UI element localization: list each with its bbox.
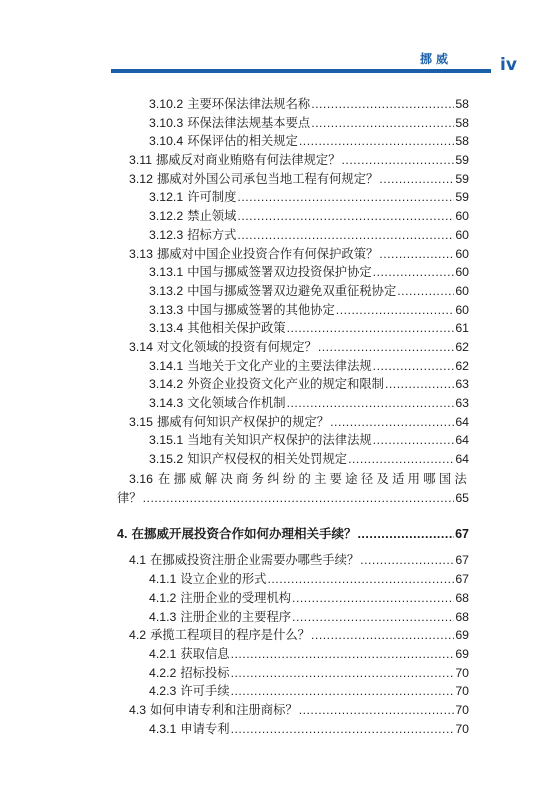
toc-entry[interactable] (117, 114, 469, 133)
toc-chapter-number: 4. (117, 527, 128, 542)
toc-entry-number: 3.16 (129, 471, 153, 486)
toc-entry-number: 3.11 (129, 153, 153, 168)
toc-entry-text: 主要环保法律法规名称 (187, 97, 311, 111)
leader-dots (379, 245, 454, 264)
toc-entry[interactable] (117, 413, 469, 432)
toc-entry[interactable] (117, 551, 469, 570)
toc-entry-page: 59 (455, 190, 469, 205)
leader-dots (330, 413, 454, 432)
toc-entry-text: 在挪威投资注册企业需要办哪些手续？ (150, 553, 360, 568)
toc-entry-number: 3.13.2 (149, 283, 184, 298)
toc-entry-page: 60 (455, 283, 469, 298)
toc-entry-number: 3.13.1 (149, 265, 184, 280)
leader-dots (336, 301, 455, 320)
toc-entry[interactable] (117, 226, 469, 245)
leader-dots (237, 188, 454, 207)
toc-entry-page: 70 (455, 684, 469, 699)
toc-entry[interactable] (117, 450, 469, 469)
toc-entry-number: 4.1.3 (149, 609, 177, 624)
toc-entry-text: 文化领域合作机制 (187, 396, 286, 410)
toc-entry-text: 招标投标 (180, 665, 230, 680)
toc-entry-text-continued: 律？ (117, 490, 142, 505)
leader-dots (379, 170, 454, 189)
toc-entry-text: 挪威反对商业贿赂有何法律规定？ (156, 153, 341, 168)
leader-dots (231, 664, 455, 683)
leader-dots (299, 701, 455, 720)
toc-entry-text: 挪威有何知识产权保护的规定？ (156, 414, 330, 429)
toc-entry-page: 60 (455, 265, 469, 280)
leader-dots (360, 551, 454, 570)
page-number: iv (500, 55, 517, 75)
toc-entry-number: 3.10.2 (149, 97, 184, 111)
leader-dots (267, 570, 454, 589)
toc-entry[interactable] (117, 664, 469, 683)
toc-entry[interactable] (117, 682, 469, 701)
toc-chapter-text: 在挪威开展投资合作如何办理相关手续？ (131, 526, 357, 542)
toc-entry-number: 3.13.3 (149, 302, 184, 317)
toc-entry-text: 中国与挪威签署双边投资保护协定 (187, 265, 372, 280)
toc-entry[interactable] (117, 95, 469, 114)
toc-entry[interactable] (117, 394, 469, 413)
toc-entry[interactable] (117, 589, 469, 608)
toc-entry-number: 3.14.1 (149, 358, 184, 373)
leader-dots (311, 626, 454, 645)
toc-entry-number: 3.14 (129, 339, 153, 354)
toc-entry[interactable] (117, 608, 469, 627)
toc-section-3 (117, 95, 469, 469)
toc-entry[interactable] (117, 263, 469, 282)
toc-entry-text: 申请专利 (180, 721, 230, 736)
toc-entry-text: 当地关于文化产业的主要法律法规 (187, 358, 372, 373)
toc-entry-text: 许可制度 (187, 190, 237, 205)
toc-entry-page: 69 (455, 628, 469, 643)
toc-entry-page: 61 (455, 321, 469, 336)
toc-entry-number: 3.12 (129, 171, 153, 186)
toc-entry-number: 4.2.2 (149, 665, 177, 680)
toc-entry-number: 4.2 (129, 628, 147, 643)
leader-dots (373, 263, 455, 282)
toc-entry-page: 60 (455, 246, 469, 261)
toc-entry-text: 承揽工程项目的程序是什么？ (150, 628, 310, 643)
toc-entry[interactable] (117, 151, 469, 170)
leader-dots (299, 132, 454, 151)
toc-entry-number: 4.2.1 (149, 646, 177, 661)
toc-entry-page: 60 (455, 209, 469, 224)
leader-dots (237, 207, 454, 226)
toc-entry-page: 68 (455, 590, 469, 605)
toc-entry-page: 64 (455, 452, 469, 467)
toc-entry-page: 70 (455, 702, 469, 717)
toc-entry[interactable] (117, 170, 469, 189)
toc-entry-text: 招标方式 (187, 227, 237, 242)
toc-entry-number: 3.12.2 (149, 209, 184, 224)
toc-entry-page: 60 (455, 227, 469, 242)
toc-entry-page: 59 (455, 153, 469, 168)
toc-entry-text: 环保评估的相关规定 (187, 134, 298, 149)
toc-entry-page: 68 (455, 609, 469, 624)
toc-entry-number: 3.10.3 (149, 115, 184, 130)
toc-entry[interactable] (117, 282, 469, 301)
leader-dots (292, 608, 454, 627)
toc-chapter-entry[interactable] (117, 525, 469, 545)
header-rule (111, 69, 491, 73)
toc-entry-number: 3.15.1 (149, 433, 184, 448)
toc-entry-text: 许可手续 (180, 684, 230, 699)
leader-dots (292, 589, 454, 608)
toc-entry-number: 3.14.2 (149, 377, 184, 392)
toc-entry-page: 63 (455, 377, 469, 392)
running-header-title: 挪威 (420, 52, 453, 66)
toc-entry-page: 58 (455, 134, 469, 149)
toc-entry-number: 4.3 (129, 702, 147, 717)
toc-entry-text: 对文化领域的投资有何规定？ (156, 339, 317, 354)
toc-entry-text: 注册企业的主要程序 (180, 609, 292, 624)
leader-dots (287, 319, 455, 338)
toc-entry-text: 获取信息 (180, 646, 230, 661)
toc-entry-text: 如何申请专利和注册商标？ (150, 702, 298, 717)
toc-entry-number: 4.1.2 (149, 590, 177, 605)
toc-entry[interactable] (117, 319, 469, 338)
toc-entry[interactable] (117, 301, 469, 320)
toc-entry-text: 其他相关保护政策 (187, 321, 286, 336)
toc-entry-page: 67 (455, 572, 469, 587)
toc-entry-number: 3.15.2 (149, 452, 184, 467)
toc-entry-page: 64 (455, 433, 469, 448)
toc-entry[interactable] (117, 207, 469, 226)
leader-dots (143, 489, 455, 508)
toc-entry-text: 禁止领域 (187, 209, 237, 224)
leader-dots (287, 394, 455, 413)
leader-dots (231, 682, 455, 701)
toc-entry[interactable] (117, 357, 469, 376)
table-of-contents (117, 95, 469, 738)
leader-dots (397, 282, 454, 301)
toc-entry[interactable] (117, 245, 469, 264)
leader-dots (231, 645, 455, 664)
toc-entry-number: 3.13 (129, 246, 153, 261)
toc-entry-page: 58 (455, 97, 469, 111)
toc-entry-page: 60 (455, 302, 469, 317)
toc-entry-text: 中国与挪威签署双边避免双重征税协定 (187, 283, 397, 298)
toc-entry-number: 4.1 (129, 553, 147, 568)
toc-entry-page: 65 (455, 490, 469, 505)
toc-entry-number: 4.3.1 (149, 721, 177, 736)
toc-entry-number: 3.13.4 (149, 321, 184, 336)
toc-entry-page: 69 (455, 646, 469, 661)
toc-entry-text: 当地有关知识产权保护的法律法规 (187, 433, 372, 448)
toc-entry-page: 58 (455, 115, 469, 130)
toc-entry-page: 59 (455, 171, 469, 186)
toc-entry-page: 67 (455, 553, 469, 568)
toc-entry-text: 中国与挪威签署的其他协定 (187, 302, 335, 317)
toc-entry-text: 外资企业投资文化产业的规定和限制 (187, 377, 384, 392)
toc-entry-text: 环保法律法规基本要点 (187, 115, 311, 130)
toc-entry-number: 3.10.4 (149, 134, 184, 149)
toc-entry-text: 挪威对中国企业投资合作有何保护政策？ (156, 246, 379, 261)
leader-dots (385, 375, 454, 394)
toc-entry[interactable] (117, 188, 469, 207)
toc-entry-text: 知识产权侵权的相关处罚规定 (187, 452, 348, 467)
toc-entry-number: 3.14.3 (149, 396, 184, 410)
toc-entry-page: 62 (455, 339, 469, 354)
leader-dots (373, 357, 455, 376)
toc-entry[interactable] (117, 375, 469, 394)
toc-entry-page: 62 (455, 358, 469, 373)
toc-entry[interactable] (117, 431, 469, 450)
toc-entry[interactable] (117, 338, 469, 357)
leader-dots (311, 114, 454, 133)
leader-dots (357, 525, 454, 544)
toc-entry-number: 3.12.1 (149, 190, 184, 205)
toc-entry-page: 70 (455, 721, 469, 736)
toc-entry-text: 在挪威解决商务纠纷的主要途径及适用哪国法 (156, 471, 469, 486)
toc-entry-number: 3.12.3 (149, 227, 184, 242)
toc-entry-number: 4.2.3 (149, 684, 177, 699)
toc-entry-text: 挪威对外国公司承包当地工程有何规定？ (156, 171, 379, 186)
leader-dots (311, 95, 454, 114)
toc-entry-number: 3.15 (129, 414, 153, 429)
leader-dots (373, 431, 455, 450)
toc-entry[interactable] (117, 701, 469, 720)
leader-dots (342, 151, 455, 170)
toc-section-4 (117, 551, 469, 738)
toc-entry-text: 注册企业的受理机构 (180, 590, 292, 605)
toc-entry-number: 4.1.1 (149, 572, 177, 587)
toc-entry[interactable] (117, 132, 469, 151)
leader-dots (237, 226, 454, 245)
toc-entry[interactable] (117, 626, 469, 645)
toc-entry-text: 设立企业的形式 (180, 572, 267, 587)
toc-entry-page: 70 (455, 665, 469, 680)
toc-entry-page: 64 (455, 414, 469, 429)
leader-dots (231, 720, 455, 739)
toc-entry[interactable] (117, 720, 469, 739)
toc-entry[interactable] (117, 645, 469, 664)
leader-dots (318, 338, 455, 357)
toc-chapter-page: 67 (455, 527, 469, 542)
toc-entry-multiline[interactable] (117, 470, 469, 508)
leader-dots (348, 450, 454, 469)
toc-entry-page: 63 (455, 396, 469, 410)
toc-entry[interactable] (117, 570, 469, 589)
